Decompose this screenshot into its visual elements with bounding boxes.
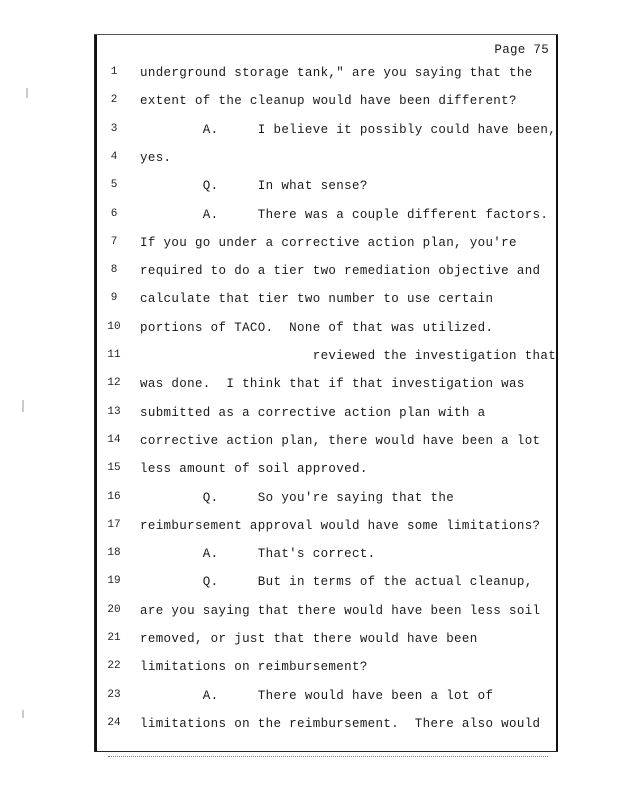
line-number: 9 — [110, 292, 118, 305]
transcript-line — [0, 632, 619, 652]
transcript-line — [0, 349, 619, 369]
line-number: 8 — [110, 264, 118, 277]
line-number: 4 — [110, 150, 118, 163]
line-text: Q. So you're saying that the — [140, 490, 455, 505]
transcript-line — [0, 717, 619, 737]
line-text: extent of the cleanup would have been different? — [140, 94, 517, 109]
transcript-line — [0, 151, 619, 171]
transcript-line — [0, 491, 619, 511]
transcript-line — [0, 377, 619, 397]
scan-mark — [26, 88, 28, 98]
line-text: limitations on reimbursement? — [140, 660, 368, 675]
line-text: A. There was a couple different factors. — [140, 207, 549, 222]
transcript-line — [0, 292, 619, 312]
line-number: 21 — [107, 632, 121, 644]
transcript-line — [0, 66, 619, 86]
line-number: 23 — [107, 688, 121, 701]
scan-mark — [22, 710, 24, 718]
transcript-line — [0, 406, 619, 426]
line-text: submitted as a corrective action plan with a — [140, 405, 486, 420]
transcript-line — [0, 604, 619, 624]
transcript-line — [0, 321, 619, 341]
transcript-line — [0, 575, 619, 595]
scan-mark — [22, 400, 24, 412]
line-text: required to do a tier two remediation objective and — [140, 264, 541, 279]
transcript-line — [0, 689, 619, 709]
line-number: 12 — [107, 377, 121, 390]
transcript-line — [0, 179, 619, 199]
line-text: portions of TACO. None of that was utilized. — [140, 320, 494, 335]
line-number: 3 — [110, 122, 118, 135]
transcript-line — [0, 236, 619, 256]
transcript-line — [0, 519, 619, 539]
transcript-line — [0, 94, 619, 114]
line-number: 5 — [110, 179, 118, 192]
line-text: less amount of soil approved. — [140, 462, 368, 477]
line-text: yes. — [140, 150, 172, 165]
line-number: 6 — [110, 207, 118, 220]
line-number: 20 — [107, 603, 121, 616]
line-number: 13 — [107, 405, 121, 418]
line-text: Q. But in terms of the actual cleanup, — [140, 575, 533, 590]
transcript-line — [0, 660, 619, 680]
line-number: 2 — [110, 94, 118, 107]
line-text: A. That's correct. — [140, 547, 376, 562]
line-number: 7 — [110, 235, 118, 248]
line-number: 16 — [107, 490, 121, 503]
transcript-line — [0, 462, 619, 482]
page-header: Page 75 — [494, 43, 549, 57]
line-number: 17 — [107, 518, 121, 531]
line-number: 24 — [107, 716, 121, 729]
line-text: corrective action plan, there would have been a lot — [140, 433, 541, 448]
line-number: 11 — [107, 349, 121, 361]
line-number: 22 — [107, 660, 121, 673]
transcript-line — [0, 547, 619, 567]
line-text: Q. In what sense? — [140, 179, 368, 194]
line-text: are you saying that there would have been less soil — [140, 603, 541, 618]
line-number: 14 — [107, 433, 121, 446]
bottom-rule — [108, 756, 548, 758]
transcript-line — [0, 123, 619, 143]
line-text: reviewed the investigation that — [140, 349, 557, 363]
transcript-line — [0, 434, 619, 454]
line-text: underground storage tank," are you saying that the — [140, 66, 533, 80]
transcript-line — [0, 264, 619, 284]
line-text: calculate that tier two number to use certain — [140, 292, 494, 307]
line-number: 19 — [107, 575, 121, 588]
line-text: If you go under a corrective action plan, you're — [140, 235, 517, 250]
line-number: 1 — [110, 66, 118, 78]
line-text: A. There would have been a lot of — [140, 688, 494, 703]
line-text: was done. I think that if that investigation was — [140, 377, 525, 392]
transcript-line — [0, 208, 619, 228]
line-text: limitations on the reimbursement. There also would — [140, 716, 541, 731]
line-text: removed, or just that there would have been — [140, 632, 478, 646]
line-text: A. I believe it possibly could have been, — [140, 122, 557, 137]
line-text: reimbursement approval would have some limitations? — [140, 518, 541, 533]
line-number: 18 — [107, 547, 121, 560]
line-number: 10 — [107, 320, 121, 333]
line-number: 15 — [107, 462, 121, 475]
